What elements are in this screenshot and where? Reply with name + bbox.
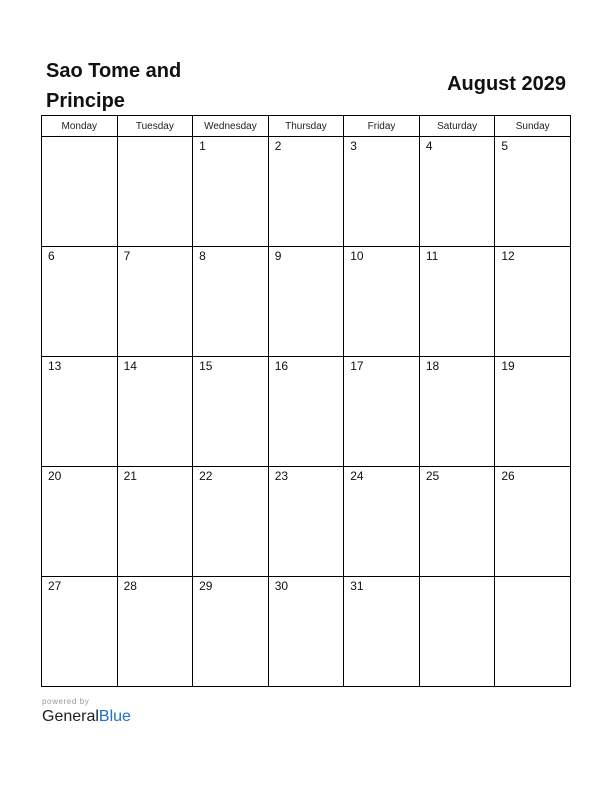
day-cell (495, 137, 571, 247)
day-cell (495, 577, 571, 687)
day-number: 15 (199, 359, 213, 373)
weekday-header: Sunday (495, 116, 571, 137)
weekday-header: Monday (42, 116, 118, 137)
day-cell (268, 467, 344, 577)
day-number: 18 (425, 359, 440, 373)
day-number: 7 (123, 249, 131, 263)
country-title: Sao Tome and Principe (46, 60, 182, 112)
day-number: 29 (199, 579, 213, 593)
day-cell (344, 357, 420, 467)
day-number: 10 (350, 249, 364, 263)
day-number: 21 (123, 469, 137, 483)
day-number: 8 (199, 249, 206, 263)
day-number: 24 (350, 469, 364, 483)
day-number: 13 (48, 359, 62, 373)
day-number: 14 (123, 359, 137, 373)
day-cell (419, 137, 495, 247)
day-cell (42, 357, 118, 467)
day-number (495, 577, 570, 579)
weekday-header: Wednesday (193, 116, 269, 137)
day-cell (344, 247, 420, 357)
day-number: 5 (501, 139, 509, 153)
week-row (42, 137, 571, 247)
weekday-header: Thursday (268, 116, 344, 137)
day-cell (42, 577, 118, 687)
day-cell (117, 467, 193, 577)
day-number: 11 (425, 249, 439, 263)
day-number: 31 (350, 579, 364, 593)
day-number: 17 (350, 359, 364, 373)
day-cell (495, 467, 571, 577)
day-cell (268, 247, 344, 357)
day-cell (42, 247, 118, 357)
day-cell (42, 137, 118, 247)
day-number: 20 (48, 469, 62, 483)
day-number: 28 (123, 579, 137, 593)
day-cell (193, 467, 269, 577)
day-cell (193, 137, 269, 247)
weekday-header: Friday (344, 116, 420, 137)
day-number: 26 (501, 469, 515, 483)
day-number: 16 (274, 359, 289, 373)
day-cell (344, 577, 420, 687)
powered-by-text: powered by (42, 697, 90, 706)
weekday-header-row (42, 116, 571, 137)
day-cell (193, 577, 269, 687)
day-number: 12 (501, 249, 515, 263)
day-number: 23 (274, 469, 289, 483)
day-cell (117, 357, 193, 467)
day-number: 2 (274, 139, 282, 153)
day-number (118, 137, 193, 139)
weekday-header: Tuesday (117, 116, 193, 137)
logo-general-text: General (42, 708, 99, 725)
footer-branding (42, 697, 131, 727)
day-number: 25 (425, 469, 440, 483)
generalblue-logo[interactable] (42, 707, 131, 727)
day-number (420, 577, 495, 579)
day-number: 1 (199, 139, 206, 153)
day-cell (495, 247, 571, 357)
week-row (42, 467, 571, 577)
calendar-grid (41, 115, 571, 687)
day-number (42, 137, 117, 139)
weekday-header: Saturday (419, 116, 495, 137)
week-row (42, 577, 571, 687)
day-cell (268, 137, 344, 247)
day-number: 6 (48, 249, 55, 263)
day-cell (419, 247, 495, 357)
day-cell (419, 577, 495, 687)
day-cell (268, 577, 344, 687)
day-cell (193, 357, 269, 467)
day-cell (42, 467, 118, 577)
day-cell (495, 357, 571, 467)
day-cell (117, 137, 193, 247)
logo-blue-text: Blue (98, 708, 131, 725)
day-cell (268, 357, 344, 467)
month-title: August 2029 (447, 73, 566, 95)
day-cell (344, 467, 420, 577)
day-number: 22 (199, 469, 213, 483)
day-number: 30 (274, 579, 289, 593)
day-cell (344, 137, 420, 247)
week-row (42, 247, 571, 357)
day-cell (419, 357, 495, 467)
day-number: 9 (274, 249, 282, 263)
day-cell (117, 247, 193, 357)
day-number: 27 (48, 579, 62, 593)
day-number: 4 (425, 139, 433, 153)
week-row (42, 357, 571, 467)
day-cell (117, 577, 193, 687)
day-cell (193, 247, 269, 357)
day-number: 19 (501, 359, 515, 373)
day-cell (419, 467, 495, 577)
day-number: 3 (350, 139, 357, 153)
